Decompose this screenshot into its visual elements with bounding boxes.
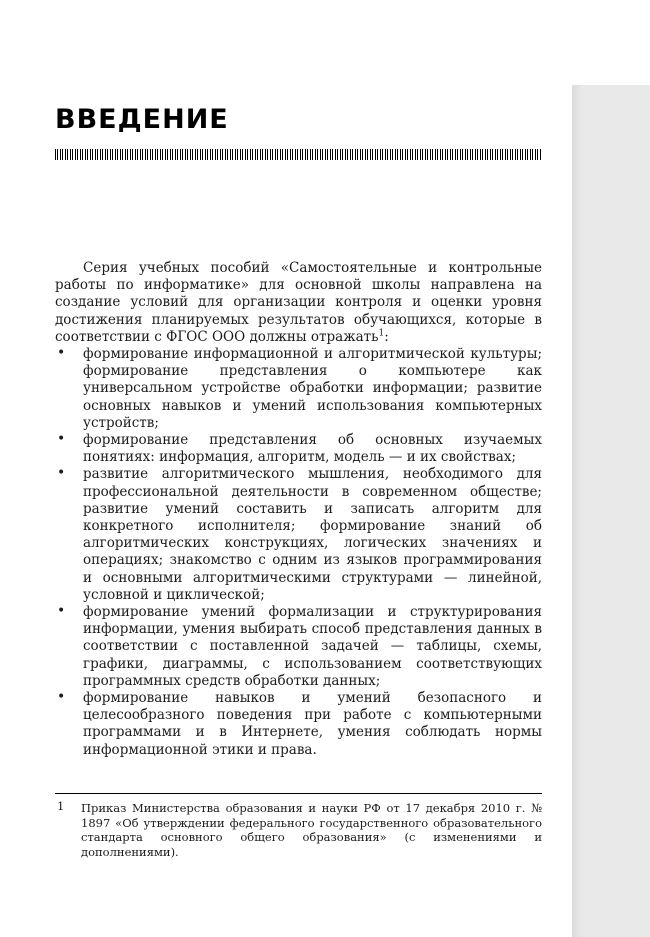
footnote [55, 793, 542, 859]
bullet-marker: • [57, 465, 66, 482]
bullet-list [55, 346, 542, 759]
page-title: ВВЕДЕНИЕ [55, 104, 229, 135]
footnote-divider [55, 793, 542, 794]
main-text-block [55, 260, 542, 792]
intro-text: Серия учебных пособий «Самостоятельные и контрольные работы по информатике» для основной школы направлена на создание условий для организации контроля и оценки уровня достижения планируемых результатов обучающихся, которые в соответствии с ФГОС ООО должны отражать [55, 260, 542, 345]
list-item [55, 466, 542, 604]
footnote-reference: 1 [378, 328, 385, 339]
decorative-hatched-rule [55, 149, 542, 160]
list-item [55, 432, 542, 466]
list-item-text: формирование информационной и алгоритмической культуры; формирование представления о компьютере как универсальном устройстве обработки информации; развитие основных навыков и умений использования компьютерных устройств; [83, 346, 542, 431]
list-item-text: формирование представления об основных изучаемых понятиях: информация, алгоритм, модель — и их свойствах; [83, 432, 542, 466]
bullet-marker: • [57, 689, 66, 706]
list-item-text: развитие алгоритмического мышления, необходимого для профессиональной деятельности в современном обществе; развитие умений составить и записать алгоритм для конкретного исполнителя; формирование знаний об алгоритмических конструкциях, логических значениях и операциях; знакомство с одним из языков программирования и основными алгоритмическими структурами — линейной, условной и циклической; [83, 466, 542, 603]
intro-paragraph [55, 260, 542, 346]
list-item-text: формирование навыков и умений безопасного и целесообразного поведения при работе с компьютерными программами и в Интернете, умения соблюдать нормы информационной этики и права. [83, 690, 542, 758]
bullet-marker: • [57, 603, 66, 620]
list-item-text: формирование умений формализации и структурирования информации, умения выбирать способ представления данных в соответствии с поставленной задачей — таблицы, схемы, графики, диаграммы, с использованием соответствующих программных средств обработки данных; [83, 604, 542, 689]
footnote-text: Приказ Министерства образования и науки РФ от 17 декабря 2010 г. № 1897 «Об утверждении федерального государственного образовательного стандарта основного общего образования» (с изменениями и дополнениями). [81, 801, 542, 859]
list-item [55, 346, 542, 432]
bullet-marker: • [57, 431, 66, 448]
intro-suffix: : [384, 328, 389, 345]
list-item [55, 604, 542, 690]
footnote-body [55, 801, 542, 859]
footnote-marker: 1 [57, 799, 65, 813]
page-edge-shadow [572, 85, 650, 937]
list-item [55, 690, 542, 759]
bullet-marker: • [57, 345, 66, 362]
